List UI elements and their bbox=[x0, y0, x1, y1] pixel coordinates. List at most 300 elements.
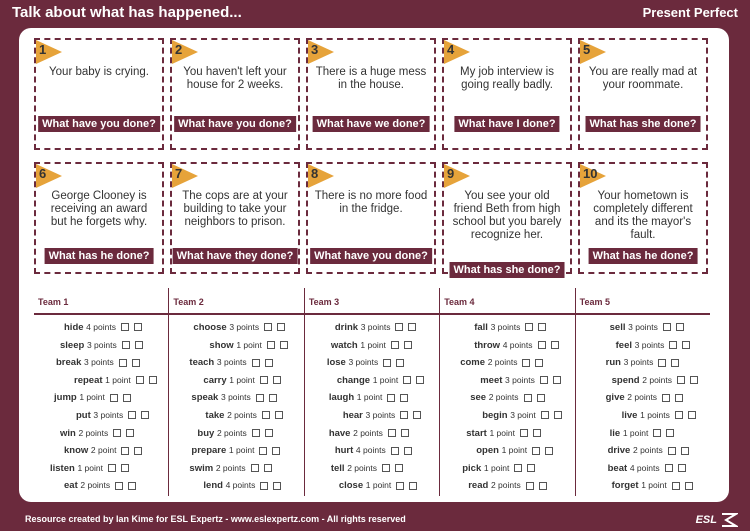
checkbox[interactable] bbox=[416, 376, 424, 384]
points: 2 point bbox=[90, 445, 117, 456]
card-question: What have we done? bbox=[313, 116, 430, 132]
checkbox[interactable] bbox=[539, 482, 547, 490]
team-header: Team 5 bbox=[576, 288, 710, 315]
team-header: Team 3 bbox=[305, 288, 439, 315]
page-subtitle: Present Perfect bbox=[642, 5, 738, 20]
points: 3 points bbox=[634, 339, 665, 350]
verb-row bbox=[34, 460, 168, 478]
card-prompt: You haven't left your house for 2 weeks. bbox=[183, 66, 287, 91]
card-prompt: You are really mad at your roommate. bbox=[588, 66, 698, 91]
team-column bbox=[576, 288, 710, 496]
points: 4 points bbox=[225, 480, 256, 491]
card-number: 3 bbox=[311, 42, 319, 57]
points: 4 points bbox=[629, 462, 660, 473]
verb: repeat bbox=[74, 374, 103, 386]
verb-row bbox=[305, 389, 439, 407]
card-prompt: George Clooney is receiving an award but he forgets why. bbox=[50, 190, 148, 228]
checkbox[interactable] bbox=[678, 464, 686, 472]
points: 2 points bbox=[487, 357, 518, 368]
page-title: Talk about what has happened... bbox=[12, 4, 242, 21]
verb-row bbox=[576, 372, 710, 390]
verb: hide bbox=[64, 322, 84, 333]
checkbox[interactable] bbox=[658, 359, 666, 367]
prompt-card bbox=[578, 162, 708, 274]
checkbox[interactable] bbox=[401, 429, 409, 437]
verb: buy bbox=[197, 427, 215, 439]
verb: beat bbox=[607, 462, 628, 474]
checkbox[interactable] bbox=[395, 464, 403, 472]
checkbox[interactable] bbox=[264, 464, 272, 472]
points: 1 point bbox=[105, 374, 131, 385]
checkbox[interactable] bbox=[668, 447, 676, 455]
verb: take bbox=[205, 409, 225, 421]
verb-row bbox=[440, 425, 574, 443]
points: 3 points bbox=[84, 357, 114, 368]
verb-row bbox=[34, 372, 168, 390]
checkbox[interactable] bbox=[553, 376, 561, 384]
checkbox[interactable] bbox=[690, 376, 698, 384]
checkbox[interactable] bbox=[273, 376, 281, 384]
esl-logo bbox=[696, 513, 738, 527]
verb-row bbox=[34, 337, 168, 355]
points: 1 point bbox=[79, 392, 105, 403]
points: 4 points bbox=[86, 322, 116, 332]
verb: throw bbox=[474, 339, 501, 351]
checkbox[interactable] bbox=[108, 464, 116, 472]
points: 3 points bbox=[490, 322, 521, 332]
checkbox[interactable] bbox=[134, 323, 142, 331]
checkbox[interactable] bbox=[251, 464, 259, 472]
checkbox[interactable] bbox=[672, 482, 680, 490]
card-number: 7 bbox=[175, 166, 183, 181]
checkbox[interactable] bbox=[121, 323, 129, 331]
prompt-card bbox=[170, 162, 300, 274]
verb-row bbox=[440, 372, 574, 390]
card-number: 4 bbox=[447, 42, 455, 57]
checkbox[interactable] bbox=[280, 341, 288, 349]
checkbox[interactable] bbox=[121, 447, 129, 455]
verb: tell bbox=[330, 462, 345, 474]
points: 3 points bbox=[360, 322, 391, 332]
points: 3 points bbox=[86, 339, 117, 350]
verb: come bbox=[460, 357, 486, 369]
verb: read bbox=[468, 480, 489, 492]
prompt-card bbox=[34, 38, 164, 150]
card-question: What has she done? bbox=[586, 116, 701, 132]
card-grid bbox=[34, 38, 714, 288]
checkbox[interactable] bbox=[387, 394, 395, 402]
points: 2 points bbox=[80, 480, 111, 491]
verb: listen bbox=[50, 462, 75, 474]
checkbox[interactable] bbox=[666, 429, 674, 437]
checkbox[interactable] bbox=[260, 482, 268, 490]
prompt-card bbox=[306, 38, 436, 150]
checkbox[interactable] bbox=[113, 429, 121, 437]
verb-row bbox=[440, 407, 574, 425]
team-column bbox=[440, 288, 575, 496]
card-number: 8 bbox=[311, 166, 319, 181]
verb: break bbox=[56, 357, 82, 369]
checkbox[interactable] bbox=[538, 341, 546, 349]
checkbox[interactable] bbox=[688, 411, 696, 419]
checkbox[interactable] bbox=[382, 464, 390, 472]
checkbox[interactable] bbox=[675, 411, 683, 419]
checkbox[interactable] bbox=[400, 394, 408, 402]
verb-row bbox=[169, 354, 303, 372]
prompt-card bbox=[442, 162, 572, 274]
verb-row bbox=[305, 319, 439, 337]
points: 1 point bbox=[229, 374, 255, 385]
checkbox[interactable] bbox=[551, 341, 559, 349]
points: 3 points bbox=[628, 322, 658, 332]
checkbox[interactable] bbox=[149, 376, 157, 384]
checkbox[interactable] bbox=[400, 411, 408, 419]
verb-row bbox=[576, 460, 710, 478]
verb-row bbox=[169, 372, 303, 390]
points: 2 points bbox=[490, 480, 521, 491]
checkbox[interactable] bbox=[260, 376, 268, 384]
card-question: What have you done? bbox=[174, 116, 296, 132]
checkbox[interactable] bbox=[514, 464, 522, 472]
prompt-card bbox=[578, 38, 708, 150]
checkbox[interactable] bbox=[404, 341, 412, 349]
verb: teach bbox=[189, 357, 215, 369]
team-column bbox=[34, 288, 169, 496]
verb-row bbox=[169, 337, 303, 355]
card-prompt: There is a huge mess in the house. bbox=[315, 66, 427, 91]
verb: laugh bbox=[328, 392, 355, 404]
verb: eat bbox=[64, 480, 78, 492]
checkbox[interactable] bbox=[524, 394, 532, 402]
checkbox[interactable] bbox=[665, 464, 673, 472]
checkbox[interactable] bbox=[676, 323, 684, 331]
checkbox[interactable] bbox=[527, 464, 535, 472]
verb-row bbox=[440, 354, 574, 372]
points: 4 points bbox=[355, 445, 386, 456]
checkbox[interactable] bbox=[554, 411, 562, 419]
verb-row bbox=[34, 425, 168, 443]
points: 2 points bbox=[488, 392, 519, 403]
verb: show bbox=[209, 339, 234, 351]
points: 1 point bbox=[360, 339, 386, 350]
card-question: What have you done? bbox=[38, 116, 160, 132]
verb-row bbox=[576, 319, 710, 337]
verb: carry bbox=[203, 374, 227, 386]
card-number: 5 bbox=[583, 42, 591, 57]
logo-icon bbox=[720, 513, 738, 527]
checkbox[interactable] bbox=[123, 394, 131, 402]
verb: choose bbox=[193, 322, 227, 333]
points: 4 points bbox=[502, 339, 533, 350]
team-header: Team 2 bbox=[169, 288, 303, 315]
verb: drink bbox=[334, 322, 359, 333]
verb: close bbox=[338, 480, 364, 492]
checkbox[interactable] bbox=[391, 341, 399, 349]
checkbox[interactable] bbox=[685, 482, 693, 490]
points: 1 point bbox=[356, 392, 383, 403]
verb: see bbox=[470, 392, 487, 404]
card-number: 6 bbox=[39, 166, 47, 181]
team-score-table bbox=[34, 288, 710, 496]
points: 1 point bbox=[483, 462, 510, 473]
verb: drive bbox=[607, 445, 631, 457]
verb: sell bbox=[609, 322, 626, 333]
verb-row bbox=[34, 442, 168, 460]
verb: win bbox=[60, 427, 76, 439]
points: 2 points bbox=[632, 445, 663, 456]
points: 2 points bbox=[627, 392, 658, 403]
verb-row bbox=[576, 337, 710, 355]
points: 1 point bbox=[641, 480, 667, 491]
verb-row bbox=[169, 425, 303, 443]
card-question: What have I done? bbox=[454, 116, 559, 132]
card-question: What has he done? bbox=[45, 248, 154, 264]
points: 1 point bbox=[372, 374, 399, 385]
prompt-card bbox=[170, 38, 300, 150]
verb-row bbox=[576, 425, 710, 443]
verb: hear bbox=[342, 409, 363, 421]
points: 1 point bbox=[622, 427, 649, 438]
verb-row bbox=[305, 407, 439, 425]
verb-row bbox=[440, 460, 574, 478]
points: 2 points bbox=[216, 427, 247, 438]
checkbox[interactable] bbox=[128, 411, 136, 419]
checkbox[interactable] bbox=[252, 429, 260, 437]
checkbox[interactable] bbox=[404, 447, 412, 455]
checkbox[interactable] bbox=[141, 411, 149, 419]
points: 3 points bbox=[623, 357, 654, 368]
points: 2 points bbox=[642, 374, 673, 385]
checkbox[interactable] bbox=[383, 359, 391, 367]
checkbox[interactable] bbox=[537, 394, 545, 402]
points: 3 points bbox=[348, 357, 379, 368]
checkbox[interactable] bbox=[675, 394, 683, 402]
verb: live bbox=[621, 409, 638, 421]
checkbox[interactable] bbox=[682, 341, 690, 349]
prompt-card bbox=[34, 162, 164, 274]
verb-row bbox=[305, 354, 439, 372]
checkbox[interactable] bbox=[277, 323, 285, 331]
verb: run bbox=[605, 357, 621, 369]
points: 3 points bbox=[216, 357, 247, 368]
points: 2 points bbox=[215, 462, 246, 473]
verb-row bbox=[169, 389, 303, 407]
verb-row bbox=[34, 477, 168, 495]
points: 1 point bbox=[365, 480, 392, 491]
verb: know bbox=[64, 445, 89, 457]
checkbox[interactable] bbox=[409, 482, 417, 490]
verb: have bbox=[328, 427, 351, 439]
checkbox[interactable] bbox=[396, 482, 404, 490]
verb-row bbox=[440, 477, 574, 495]
verb: meet bbox=[480, 374, 503, 386]
checkbox[interactable] bbox=[395, 323, 403, 331]
card-question: What have you done? bbox=[310, 248, 432, 264]
verb-row bbox=[576, 442, 710, 460]
verb-row bbox=[34, 319, 168, 337]
checkbox[interactable] bbox=[273, 482, 281, 490]
checkbox[interactable] bbox=[136, 376, 144, 384]
checkbox[interactable] bbox=[533, 429, 541, 437]
checkbox[interactable] bbox=[135, 341, 143, 349]
verb-row bbox=[440, 337, 574, 355]
points: 2 points bbox=[78, 427, 109, 438]
checkbox[interactable] bbox=[272, 447, 280, 455]
card-number: 10 bbox=[583, 166, 598, 181]
points: 3 points bbox=[220, 392, 251, 403]
checkbox[interactable] bbox=[134, 447, 142, 455]
checkbox[interactable] bbox=[115, 482, 123, 490]
logo-text: ESL bbox=[695, 513, 717, 526]
checkbox[interactable] bbox=[671, 359, 679, 367]
checkbox[interactable] bbox=[540, 376, 548, 384]
checkbox[interactable] bbox=[677, 376, 685, 384]
checkbox[interactable] bbox=[669, 341, 677, 349]
verb: sleep bbox=[60, 339, 85, 351]
verb: start bbox=[466, 427, 487, 439]
checkbox[interactable] bbox=[526, 482, 534, 490]
verb: swim bbox=[189, 462, 214, 474]
checkbox[interactable] bbox=[403, 376, 411, 384]
checkbox[interactable] bbox=[252, 359, 260, 367]
card-prompt: Your hometown is completely different and its the mayor's fault. bbox=[593, 190, 693, 241]
checkbox[interactable] bbox=[545, 447, 553, 455]
verb-row bbox=[440, 442, 574, 460]
verb-row bbox=[576, 389, 710, 407]
verb-row bbox=[169, 319, 303, 337]
points: 2 points bbox=[227, 409, 257, 420]
card-prompt: There is no more food in the fridge. bbox=[314, 190, 428, 215]
points: 1 point bbox=[228, 445, 255, 456]
card-question: What has she done? bbox=[450, 262, 565, 278]
checkbox[interactable] bbox=[538, 323, 546, 331]
checkbox[interactable] bbox=[126, 429, 134, 437]
checkbox[interactable] bbox=[265, 359, 273, 367]
team-header: Team 4 bbox=[440, 288, 574, 315]
checkbox[interactable] bbox=[132, 359, 140, 367]
verb: watch bbox=[330, 339, 358, 351]
verb-row bbox=[34, 407, 168, 425]
verb-row bbox=[305, 337, 439, 355]
points: 1 point bbox=[77, 462, 103, 473]
verb: fall bbox=[474, 322, 488, 333]
verb-row bbox=[576, 477, 710, 495]
verb-row bbox=[34, 389, 168, 407]
verb-row bbox=[169, 477, 303, 495]
checkbox[interactable] bbox=[388, 429, 396, 437]
card-prompt: The cops are at your building to take your neighbors to prison. bbox=[182, 190, 288, 228]
card-prompt: Your baby is crying. bbox=[49, 66, 149, 78]
verb: change bbox=[336, 374, 371, 386]
checkbox[interactable] bbox=[128, 482, 136, 490]
checkbox[interactable] bbox=[256, 394, 264, 402]
verb-row bbox=[169, 442, 303, 460]
points: 1 point bbox=[489, 427, 515, 438]
checkbox[interactable] bbox=[525, 323, 533, 331]
verb-row bbox=[305, 460, 439, 478]
verb: pick bbox=[462, 462, 482, 474]
checkbox[interactable] bbox=[119, 359, 127, 367]
verb-row bbox=[305, 372, 439, 390]
checkbox[interactable] bbox=[522, 359, 530, 367]
team-column bbox=[169, 288, 304, 496]
checkbox[interactable] bbox=[535, 359, 543, 367]
team-column bbox=[305, 288, 440, 496]
checkbox[interactable] bbox=[681, 447, 689, 455]
checkbox[interactable] bbox=[110, 394, 118, 402]
verb: prepare bbox=[191, 445, 227, 457]
checkbox[interactable] bbox=[653, 429, 661, 437]
points: 3 point bbox=[510, 409, 536, 420]
checkbox[interactable] bbox=[663, 323, 671, 331]
verb-row bbox=[576, 354, 710, 372]
checkbox[interactable] bbox=[265, 429, 273, 437]
checkbox[interactable] bbox=[662, 394, 670, 402]
verb: lend bbox=[203, 480, 223, 492]
checkbox[interactable] bbox=[264, 323, 272, 331]
verb: lie bbox=[609, 427, 621, 439]
verb-row bbox=[305, 477, 439, 495]
checkbox[interactable] bbox=[275, 411, 283, 419]
verb: put bbox=[76, 409, 91, 421]
prompt-card bbox=[306, 162, 436, 274]
verb: spend bbox=[611, 374, 640, 386]
checkbox[interactable] bbox=[396, 359, 404, 367]
points: 1 point bbox=[236, 339, 262, 350]
points: 1 point bbox=[501, 445, 528, 456]
card-number: 2 bbox=[175, 42, 183, 57]
checkbox[interactable] bbox=[267, 341, 275, 349]
verb-row bbox=[576, 407, 710, 425]
points: 3 points bbox=[229, 322, 260, 332]
checkbox[interactable] bbox=[520, 429, 528, 437]
verb: lose bbox=[326, 357, 346, 369]
verb: begin bbox=[482, 409, 508, 421]
checkbox[interactable] bbox=[121, 464, 129, 472]
verb: jump bbox=[54, 392, 77, 404]
checkbox[interactable] bbox=[262, 411, 270, 419]
points: 3 points bbox=[93, 409, 124, 420]
verb: forget bbox=[611, 480, 639, 492]
points: 1 points bbox=[640, 409, 670, 420]
checkbox[interactable] bbox=[391, 447, 399, 455]
checkbox[interactable] bbox=[408, 323, 416, 331]
checkbox[interactable] bbox=[541, 411, 549, 419]
verb-row bbox=[169, 460, 303, 478]
verb-row bbox=[440, 319, 574, 337]
card-prompt: You see your old friend Beth from high school but you barely recognize her. bbox=[452, 190, 562, 241]
points: 2 points bbox=[347, 462, 377, 473]
verb: hurt bbox=[334, 445, 354, 457]
checkbox[interactable] bbox=[122, 341, 130, 349]
verb: speak bbox=[191, 392, 219, 404]
points: 2 points bbox=[353, 427, 383, 438]
card-number: 1 bbox=[39, 42, 47, 57]
card-prompt: My job interview is going really badly. bbox=[460, 66, 554, 91]
verb: open bbox=[476, 445, 499, 457]
team-header: Team 1 bbox=[34, 288, 168, 315]
prompt-card bbox=[442, 38, 572, 150]
checkbox[interactable] bbox=[259, 447, 267, 455]
checkbox[interactable] bbox=[269, 394, 277, 402]
verb-row bbox=[305, 442, 439, 460]
checkbox[interactable] bbox=[413, 411, 421, 419]
points: 3 points bbox=[365, 409, 396, 420]
checkbox[interactable] bbox=[532, 447, 540, 455]
footer-credit: Resource created by Ian Kime for ESL Expertz - www.eslexpertz.com - All rights reserved bbox=[25, 514, 406, 524]
verb-row bbox=[305, 425, 439, 443]
verb-row bbox=[169, 407, 303, 425]
